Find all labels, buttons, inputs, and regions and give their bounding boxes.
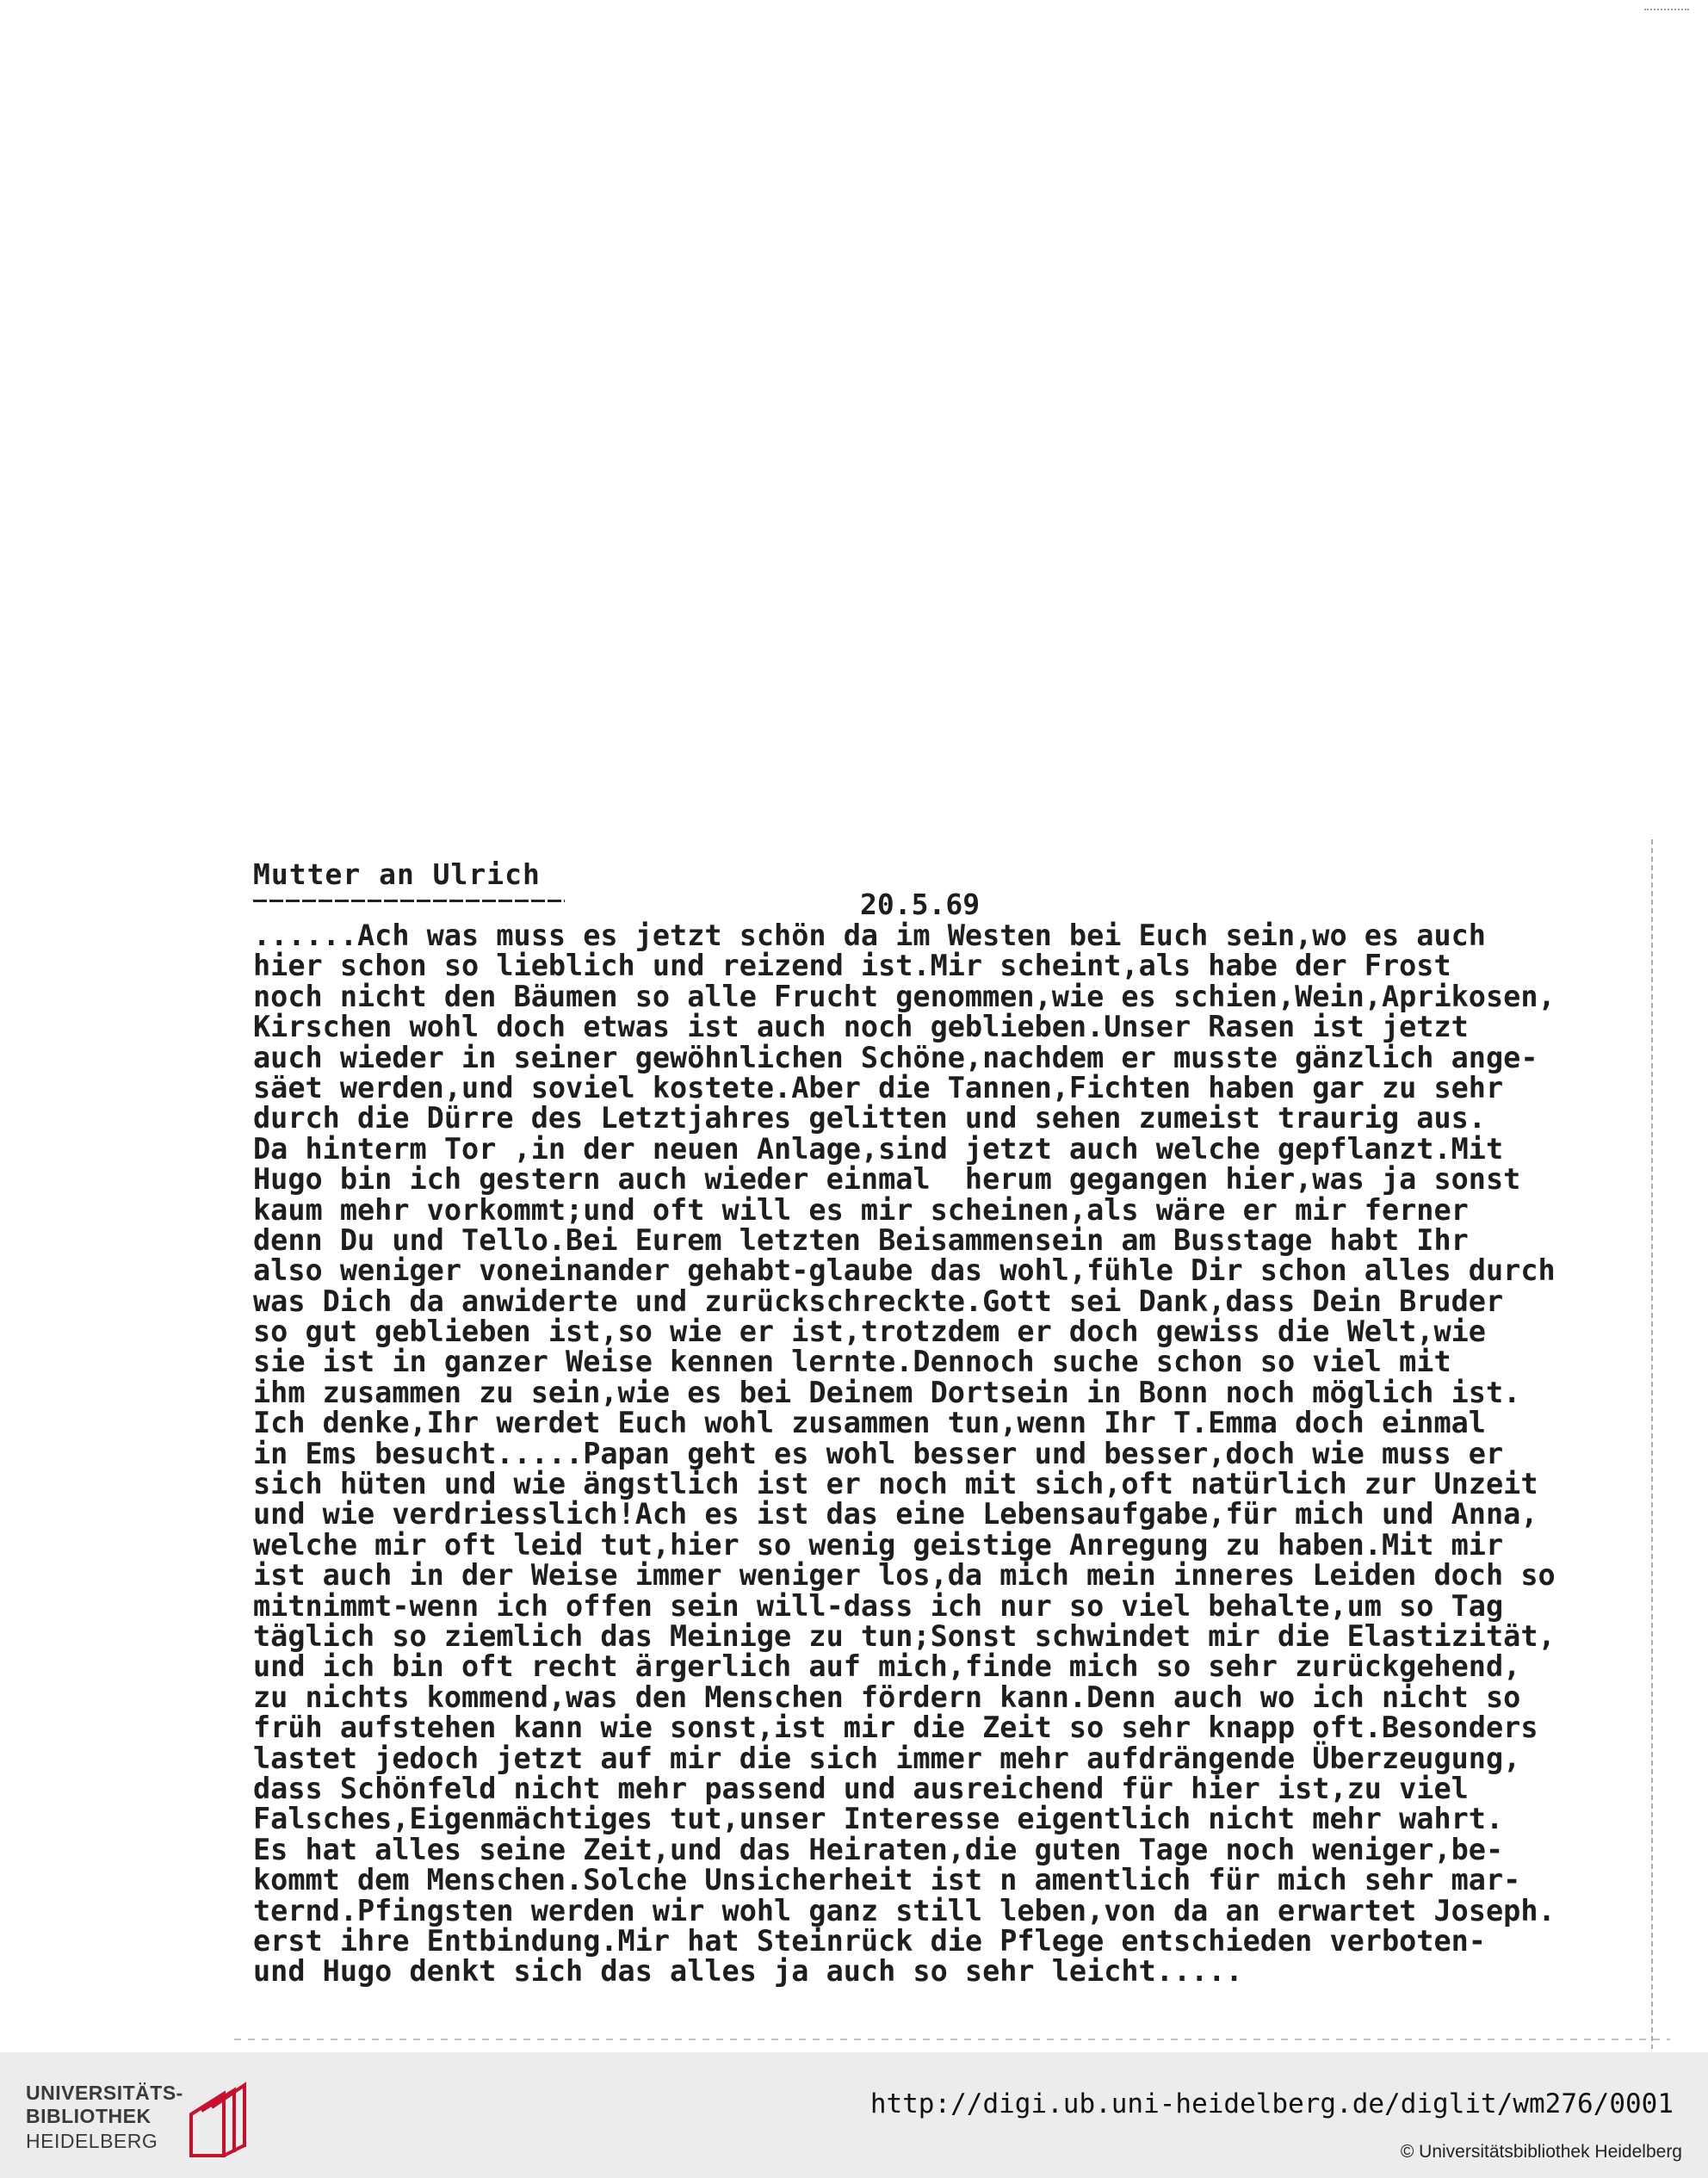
paper-edge-right [1651,839,1653,2049]
letter-line: sich hüten und wie ängstlich ist er noch mit sich,oft natürlich zur Unzeit [253,1467,1538,1501]
letter-line: zu nichts kommend,was den Menschen fördern kann.Denn auch wo ich nicht so [253,1680,1521,1714]
letter-line: und Hugo denkt sich das alles ja auch so sehr leicht..... [253,1954,1243,1989]
letter-line: in Ems besucht.....Papan geht es wohl besser und besser,doch wie muss er [253,1436,1504,1470]
letter-heading: Mutter an Ulrich [253,857,541,891]
library-footer [0,2052,1708,2178]
letter-line: also weniger voneinander gehabt-glaube das wohl,fühle Dir schon alles durch [253,1253,1556,1288]
letter-line: was Dich da anwiderte und zurückschreckte.Gott sei Dank,dass Dein Bruder [253,1284,1504,1318]
letter-line: ihm zusammen zu sein,wie es bei Deinem Dortsein in Bonn noch möglich ist. [253,1375,1521,1409]
letter-line: auch wieder in seiner gewöhnlichen Schöne,nachdem er musste gänzlich ange- [253,1040,1538,1074]
letter-line: kaum mehr vorkommt;und oft will es mir scheinen,als wäre er mir ferner [253,1192,1469,1227]
letter-line: mitnimmt-wenn ich offen sein will-dass ich nur so viel behalte,um so Tag [253,1588,1504,1623]
letter-line: Da hinterm Tor ,in der neuen Anlage,sind jetzt auch welche gepflanzt.Mit [253,1131,1504,1166]
letter-date: 20.5.69 [860,888,981,921]
letter-line: früh aufstehen kann wie sonst,ist mir die Zeit so sehr knapp oft.Besonders [253,1711,1538,1745]
letter-line: erst ihre Entbindung.Mir hat Steinrück die Pflege entschieden verboten- [253,1923,1486,1958]
logo-text-line: UNIVERSITÄTS- [26,2082,183,2104]
scan-mark [1644,9,1689,14]
typed-letter [253,859,1648,2047]
letter-line: sie ist in ganzer Weise kennen lernte.Dennoch suche schon so viel mit [253,1345,1451,1379]
letter-line: und ich bin oft recht ärgerlich auf mich,finde mich so sehr zurückgehend, [253,1649,1521,1684]
heading-underline [253,900,565,902]
letter-line: säet werden,und soviel kostete.Aber die Tannen,Fichten haben gar zu sehr [253,1070,1504,1104]
letter-line: so gut geblieben ist,so wie er ist,trotzdem er doch gewiss die Welt,wie [253,1315,1486,1349]
letter-body [253,920,1648,1987]
letter-line: kommt dem Menschen.Solche Unsicherheit ist n amentlich für mich sehr mar- [253,1863,1521,1897]
letter-line: durch die Dürre des Letztjahres gelitten und sehen zumeist traurig aus. [253,1101,1486,1135]
letter-line: und wie verdriesslich!Ach es ist das eine Lebensaufgabe,für mich und Anna, [253,1497,1538,1531]
letter-line: ......Ach was muss es jetzt schön da im Westen bei Euch sein,wo es auch [253,919,1486,952]
logo-text-line: BIBLIOTHEK [26,2105,152,2127]
letter-line: dass Schönfeld nicht mehr passend und ausreichend für hier ist,zu viel [253,1771,1469,1805]
letter-line: lastet jedoch jetzt auf mir die sich immer mehr aufdrängende Überzeugung, [253,1741,1521,1775]
source-url-link[interactable]: http://digi.ub.uni-heidelberg.de/diglit/wm276/0001 [869,2088,1674,2119]
letter-line: noch nicht den Bäumen so alle Frucht genommen,wie es schien,Wein,Aprikosen, [253,979,1556,1013]
letter-line: Kirschen wohl doch etwas ist auch noch geblieben.Unser Rasen ist jetzt [253,1010,1469,1044]
letter-line: hier schon so lieblich und reizend ist.Mir scheint,als habe der Frost [253,949,1451,983]
logo-text-line: HEIDELBERG [26,2130,158,2152]
letter-line: Es hat alles seine Zeit,und das Heiraten,die guten Tage noch weniger,be- [253,1832,1504,1866]
letter-line: denn Du und Tello.Bei Eurem letzten Beisammensein am Busstage habt Ihr [253,1222,1469,1257]
library-logo-icon [170,2076,267,2163]
letter-line: ist auch in der Weise immer weniger los,da mich mein inneres Leiden doch so [253,1558,1556,1593]
copyright-notice: © Universitätsbibliothek Heidelberg [1400,2142,1682,2162]
letter-line: ternd.Pfingsten werden wir wohl ganz still leben,von da an erwartet Joseph. [253,1893,1556,1927]
letter-line: täglich so ziemlich das Meinige zu tun;Sonst schwindet mir die Elastizität, [253,1618,1556,1653]
letter-line: Falsches,Eigenmächtiges tut,unser Interesse eigentlich nicht mehr wahrt. [253,1802,1504,1836]
letter-line: welche mir oft leid tut,hier so wenig geistige Anregung zu haben.Mit mir [253,1527,1504,1562]
library-logo [26,2076,258,2163]
letter-line: Ich denke,Ihr werdet Euch wohl zusammen tun,wenn Ihr T.Emma doch einmal [253,1406,1486,1440]
letter-line: Hugo bin ich gestern auch wieder einmal herum gegangen hier,was ja sonst [253,1162,1521,1197]
